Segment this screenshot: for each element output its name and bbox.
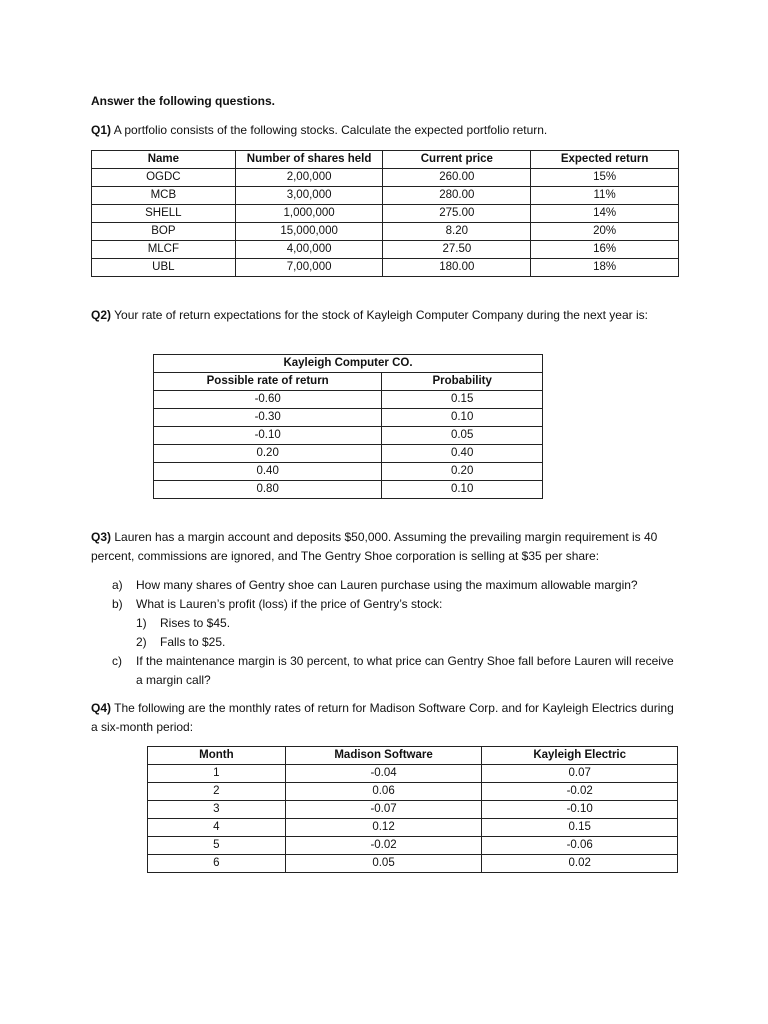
table-cell: 15% [531, 169, 679, 187]
table-cell: MCB [92, 187, 236, 205]
table-cell: MLCF [92, 241, 236, 259]
table-row [148, 801, 678, 819]
q4-header-row [148, 747, 678, 765]
table-cell: 0.05 [382, 427, 543, 445]
table-cell: 0.40 [154, 463, 382, 481]
table-row [92, 223, 679, 241]
table-cell: 15,000,000 [235, 223, 383, 241]
q2-header-probability: Probability [382, 373, 543, 391]
q1-header-shares: Number of shares held [235, 151, 383, 169]
table-row [148, 837, 678, 855]
table-row [148, 819, 678, 837]
table-cell: 260.00 [383, 169, 531, 187]
q1-header-row [92, 151, 679, 169]
table-cell: 0.40 [382, 445, 543, 463]
list-marker: b) [112, 597, 123, 611]
table-row [154, 409, 543, 427]
table-cell: -0.10 [154, 427, 382, 445]
table-cell: 275.00 [383, 205, 531, 223]
table-row [148, 855, 678, 873]
table-cell: 11% [531, 187, 679, 205]
q2-question [91, 306, 681, 325]
list-item-text: How many shares of Gentry shoe can Lauren purchase using the maximum allowable margin? [136, 578, 638, 592]
table-row [148, 765, 678, 783]
q4-question [91, 699, 681, 737]
q1-table [91, 150, 679, 277]
q4-header-kayleigh: Kayleigh Electric [482, 747, 678, 765]
q2-table [153, 354, 543, 499]
table-cell: OGDC [92, 169, 236, 187]
table-cell: 4,00,000 [235, 241, 383, 259]
q2-table-title: Kayleigh Computer CO. [154, 355, 543, 373]
q4-label: Q4) [91, 701, 112, 715]
table-cell: 14% [531, 205, 679, 223]
table-row [92, 169, 679, 187]
table-cell: 2,00,000 [235, 169, 383, 187]
table-cell: BOP [92, 223, 236, 241]
q1-header-return: Expected return [531, 151, 679, 169]
q4-text: The following are the monthly rates of return for Madison Software Corp. and for Kayleigh Electrics during a six-month period: [91, 701, 674, 734]
sublist-item [136, 633, 682, 652]
sublist-item [136, 614, 682, 633]
table-cell: -0.02 [285, 837, 482, 855]
q1-header-price: Current price [383, 151, 531, 169]
table-cell: 1 [148, 765, 286, 783]
table-cell: -0.30 [154, 409, 382, 427]
q4-header-month: Month [148, 747, 286, 765]
list-item-text: What is Lauren’s profit (loss) if the price of Gentry’s stock: [136, 597, 443, 611]
table-cell: 0.05 [285, 855, 482, 873]
table-cell: 0.10 [382, 409, 543, 427]
table-row [92, 205, 679, 223]
sublist-marker: 1) [136, 616, 147, 630]
table-cell: 0.10 [382, 481, 543, 499]
table-cell: UBL [92, 259, 236, 277]
q4-table [147, 746, 678, 873]
table-cell: 0.07 [482, 765, 678, 783]
table-row [154, 481, 543, 499]
table-cell: 0.12 [285, 819, 482, 837]
q1-label: Q1) [91, 123, 112, 137]
table-row [154, 463, 543, 481]
table-cell: 4 [148, 819, 286, 837]
q1-question [91, 121, 681, 140]
sublist-marker: 2) [136, 635, 147, 649]
q2-header-return: Possible rate of return [154, 373, 382, 391]
table-row [92, 241, 679, 259]
table-cell: -0.60 [154, 391, 382, 409]
table-cell: 6 [148, 855, 286, 873]
list-item [112, 595, 682, 652]
table-cell: SHELL [92, 205, 236, 223]
q1-header-name: Name [92, 151, 236, 169]
table-cell: 27.50 [383, 241, 531, 259]
list-item-text: If the maintenance margin is 30 percent, to what price can Gentry Shoe fall before Lauren will receive a margin call? [136, 654, 674, 687]
table-cell: 3 [148, 801, 286, 819]
table-cell: 7,00,000 [235, 259, 383, 277]
table-cell: 0.20 [154, 445, 382, 463]
list-item [112, 652, 682, 690]
sublist-item-text: Rises to $45. [160, 616, 231, 630]
table-cell: 0.80 [154, 481, 382, 499]
q2-header-row [154, 373, 543, 391]
q3-question [91, 528, 681, 566]
table-cell: 0.20 [382, 463, 543, 481]
table-cell: -0.04 [285, 765, 482, 783]
table-cell: -0.02 [482, 783, 678, 801]
table-cell: -0.07 [285, 801, 482, 819]
table-cell: 3,00,000 [235, 187, 383, 205]
intro-heading [91, 92, 681, 111]
q4-header-madison: Madison Software [285, 747, 482, 765]
q3-item-list [112, 576, 682, 690]
table-row [148, 783, 678, 801]
table-cell: 0.06 [285, 783, 482, 801]
table-cell: 18% [531, 259, 679, 277]
table-cell: 16% [531, 241, 679, 259]
table-row [154, 391, 543, 409]
table-cell: 0.15 [482, 819, 678, 837]
q2-text: Your rate of return expectations for the stock of Kayleigh Computer Company during the next year is: [111, 308, 648, 322]
table-cell: 5 [148, 837, 286, 855]
sublist-item-text: Falls to $25. [160, 635, 226, 649]
table-cell: 8.20 [383, 223, 531, 241]
table-row [92, 187, 679, 205]
table-row [92, 259, 679, 277]
table-cell: 0.15 [382, 391, 543, 409]
list-marker: c) [112, 654, 122, 668]
q3-label: Q3) [91, 530, 112, 544]
table-cell: 1,000,000 [235, 205, 383, 223]
table-cell: 180.00 [383, 259, 531, 277]
table-row [154, 445, 543, 463]
q2-label: Q2) [91, 308, 112, 322]
table-cell: -0.06 [482, 837, 678, 855]
table-cell: 280.00 [383, 187, 531, 205]
table-cell: -0.10 [482, 801, 678, 819]
table-cell: 20% [531, 223, 679, 241]
intro-text: Answer the following questions. [91, 94, 276, 108]
q3-sublist [136, 614, 682, 652]
q3-text: Lauren has a margin account and deposits $50,000. Assuming the prevailing margin requirement is 40 percent, commissions are ignored, and The Gentry Shoe corporation is selling at $35 per share: [91, 530, 658, 563]
q2-title-row [154, 355, 543, 373]
table-row [154, 427, 543, 445]
q1-text: A portfolio consists of the following stocks. Calculate the expected portfolio return. [111, 123, 548, 137]
table-cell: 0.02 [482, 855, 678, 873]
table-cell: 2 [148, 783, 286, 801]
list-item [112, 576, 682, 595]
list-marker: a) [112, 578, 123, 592]
